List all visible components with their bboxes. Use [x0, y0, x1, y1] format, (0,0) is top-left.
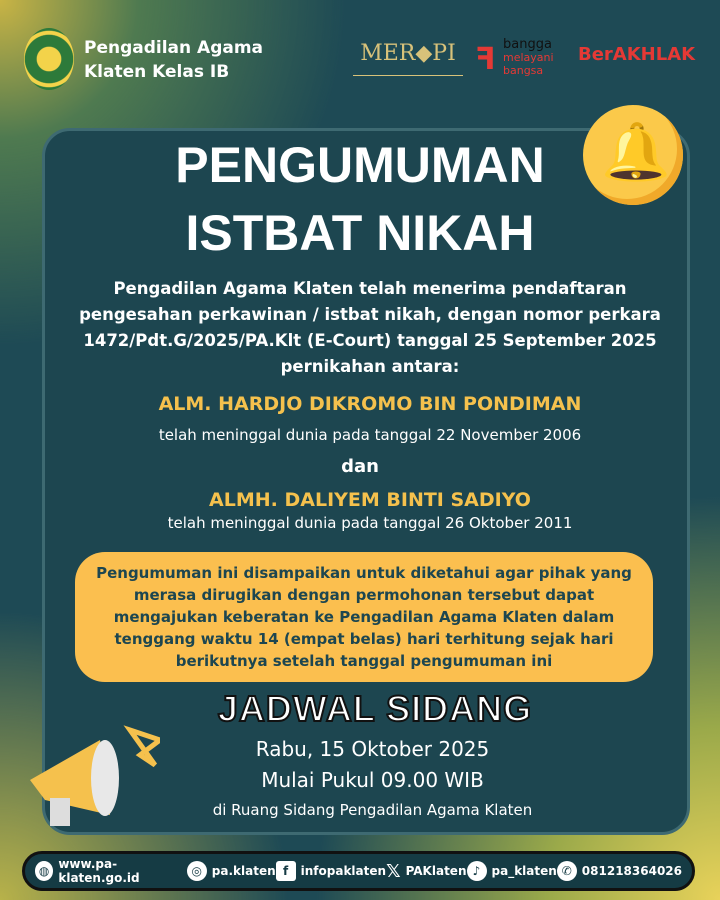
- intro-line: pengesahan perkawinan / istbat nikah, dengan nomor perkara: [79, 305, 661, 324]
- tiktok-icon: ♪: [467, 861, 487, 881]
- instagram-text: pa.klaten: [211, 864, 276, 878]
- conjunction: dan: [341, 456, 379, 477]
- schedule-heading: JADWAL SIDANG: [217, 688, 533, 729]
- schedule-date: Rabu, 15 Oktober 2025: [255, 737, 490, 761]
- tiktok-link[interactable]: [467, 861, 557, 881]
- x-link[interactable]: [386, 861, 466, 882]
- org-line2: Klaten Kelas IB: [84, 62, 230, 82]
- party2-name: ALMH. DALIYEM BINTI SADIYO: [209, 489, 531, 511]
- tiktok-text: pa_klaten: [491, 864, 557, 878]
- facebook-icon: f: [276, 861, 296, 881]
- instagram-link[interactable]: [187, 861, 276, 881]
- intro-text: [70, 276, 670, 380]
- notice-line: Pengumuman ini disampaikan untuk diketahui agar pihak yang: [96, 564, 632, 582]
- notice-line: merasa dirugikan dengan permohonan tersebut dapat: [133, 586, 595, 604]
- merapi-logo: MER◆PI: [353, 36, 463, 76]
- facebook-link[interactable]: [276, 861, 386, 881]
- x-text: PAKlaten: [405, 864, 467, 878]
- whatsapp-icon: ✆: [557, 861, 577, 881]
- court-logo: [24, 28, 74, 90]
- notice-line: mengajukan keberatan ke Pengadilan Agama Klaten dalam: [113, 608, 615, 626]
- notice-box: [75, 552, 653, 682]
- notice-line: tenggang waktu 14 (empat belas) hari terhitung sejak hari: [114, 630, 614, 648]
- schedule-place: di Ruang Sidang Pengadilan Agama Klaten: [212, 801, 533, 819]
- intro-line: pernikahan antara:: [280, 357, 460, 376]
- whatsapp-link[interactable]: [557, 861, 682, 881]
- bangga-melayani-logo: ꟻ bangga melayani bangsa: [475, 37, 554, 77]
- party1-name: ALM. HARDJO DIKROMO BIN PONDIMAN: [158, 393, 582, 415]
- x-icon: 𝕏: [386, 860, 401, 882]
- globe-icon: ◍: [35, 861, 53, 881]
- intro-line: Pengadilan Agama Klaten telah menerima pendaftaran: [113, 279, 627, 298]
- schedule-time: Mulai Pukul 09.00 WIB: [261, 768, 484, 792]
- intro-line: 1472/Pdt.G/2025/PA.Klt (E-Court) tanggal 25 September 2025: [83, 331, 657, 350]
- title-line1: PENGUMUMAN: [175, 137, 545, 193]
- instagram-icon: ◎: [187, 861, 207, 881]
- party2-note: telah meninggal dunia pada tanggal 26 Oktober 2011: [167, 514, 573, 532]
- facebook-text: infopaklaten: [300, 864, 387, 878]
- footer-contacts: [22, 851, 695, 891]
- party1-note: telah meninggal dunia pada tanggal 22 November 2006: [158, 426, 582, 444]
- website-text: www.pa-klaten.go.id: [58, 857, 140, 885]
- whatsapp-text: 081218364026: [581, 864, 682, 878]
- title-line2: ISTBAT NIKAH: [185, 205, 535, 261]
- notice-line: berikutnya setelah tanggal pengumuman ini: [175, 652, 553, 670]
- org-name: [84, 36, 263, 84]
- website-link[interactable]: [35, 857, 187, 885]
- org-line1: Pengadilan Agama: [84, 38, 264, 58]
- berakhlak-logo: BerAKHLAK: [578, 44, 696, 65]
